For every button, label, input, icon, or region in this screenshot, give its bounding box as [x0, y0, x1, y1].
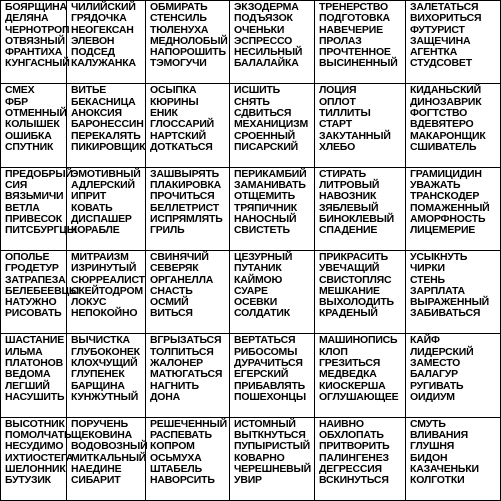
word: ТИЛЛИТЫ	[319, 106, 371, 119]
word: МАШИНОПИСЬ	[319, 334, 398, 347]
word: ЛОКУС	[71, 296, 107, 309]
word: УВИР	[234, 474, 262, 487]
word: ГРЕЗИТЬСЯ	[319, 356, 381, 369]
word-cell	[315, 167, 406, 250]
word: КАЙФ	[410, 334, 440, 347]
word: КАЗАЧЕНЬКИ	[410, 462, 479, 475]
word: ТРЕНЕРСТВО	[319, 1, 388, 13]
word: БАРЩИНА	[71, 379, 125, 392]
word: ИСШИТЬ	[234, 84, 280, 97]
word: ЧИРКИ	[410, 262, 445, 275]
word: КОЛГОТКИ	[410, 474, 465, 487]
word: ГЛУБОКОНЕК	[71, 345, 140, 358]
word: ИПРИТ	[71, 190, 107, 203]
word: НАСУШИТЬ	[5, 390, 65, 403]
word-cell	[67, 250, 146, 333]
word: ТЮЛЕНУХА	[150, 23, 209, 36]
word: ПОДСЕД	[71, 46, 115, 59]
word: РЕШЕЧЕННЫЙ	[150, 417, 227, 430]
word: УВЕЧАЩИЙ	[319, 262, 380, 275]
word-cell	[1, 334, 67, 417]
word: ПОДЪЯЗОК	[234, 12, 293, 25]
word: СВИСТОПЛЯС	[319, 273, 392, 286]
word-cell	[230, 250, 315, 333]
word: ГРАМИЦИДИН	[410, 167, 482, 180]
grid-row	[1, 417, 501, 500]
word: ЭМОТИВНЫЙ	[71, 167, 141, 180]
word: ПЕРЕКАЛЯТЬ	[71, 129, 141, 142]
word: ОТМЕННЫЙ	[5, 106, 67, 119]
word: КОЛЫШЕК	[5, 118, 60, 131]
word: СНЯТЬ	[234, 95, 270, 108]
word: НАТУЖНО	[5, 296, 57, 309]
word: ПУПЫРИСТЫЙ	[234, 440, 311, 453]
word: ВЕТЛА	[5, 201, 40, 214]
word: МАТЮГАТЬСЯ	[150, 368, 223, 381]
word-cell	[146, 334, 230, 417]
word: ВЫСИНЕННЫЙ	[319, 57, 398, 70]
word: ЕНИК	[150, 106, 178, 119]
word: ДОТКАТЬСЯ	[150, 140, 213, 153]
word: ВЫЧИСТКА	[71, 334, 130, 347]
word: КАЛУЖАНКА	[71, 57, 136, 70]
word: ЛИТРОВЫЙ	[319, 178, 380, 191]
word: ОБХЛОПАТЬ	[319, 428, 384, 441]
word: КОВАРНО	[234, 451, 285, 464]
word: ИСПРЯМЛЯТЬ	[150, 212, 223, 225]
word: ШТАБЕЛЬ	[150, 462, 202, 475]
word: НАИВНО	[319, 417, 364, 430]
word: ТРЯПИЧНИК	[234, 201, 297, 214]
word: ОРГАНЕЛЛА	[150, 273, 214, 286]
word: НЕОГЕКСАН	[71, 23, 134, 36]
word: НЕПОКОЙНО	[71, 307, 138, 320]
word: ЛЕГШИЙ	[5, 379, 50, 392]
word: ЛИДЕРСКИЙ	[410, 345, 474, 358]
word-cell	[146, 1, 230, 84]
word: КОПРОМ	[150, 440, 195, 453]
word: МАКАРОНЩИК	[410, 129, 486, 142]
word: ПУТАНИК	[234, 262, 282, 275]
word: СДВИТЬСЯ	[234, 106, 292, 119]
word-cell	[1, 250, 80, 333]
word: БЕЛЛЕТРИСТ	[150, 201, 219, 214]
word: ТРАНСКОДЕР	[410, 190, 480, 203]
word: ВИТЬЕ	[71, 84, 107, 97]
word: СВИСТЕТЬ	[234, 224, 290, 237]
word-cell	[230, 334, 315, 417]
word: ГРИЛЬ	[150, 224, 185, 237]
word: АНОКСИЯ	[71, 106, 122, 119]
word-cell	[230, 84, 315, 167]
word: ЗАТРАПЕЗА	[5, 273, 66, 286]
grid-row	[1, 167, 501, 250]
word-cell	[67, 417, 146, 500]
word: ПИТСБУРГЦЫ	[5, 224, 77, 237]
word: БЕЛЕБЕЕВЦЫ	[5, 284, 80, 297]
word: ОСЬМУХА	[150, 451, 202, 464]
word: ЗАЛЕТАТЬСЯ	[410, 1, 479, 13]
word: ПРИВЕСОК	[5, 212, 62, 225]
word-cell	[1, 1, 70, 84]
word: ПЕРИКАМБИЙ	[234, 167, 307, 180]
word: ЭЛЕВОН	[71, 34, 115, 47]
word: БАРОНЕССИН	[71, 118, 144, 131]
word: ЗАРПЛАТА	[410, 284, 465, 297]
word: ХЛЕБО	[319, 140, 356, 153]
word: ВИТЬСЯ	[150, 307, 193, 320]
word: ОСЫПКА	[150, 84, 197, 97]
word-cell	[315, 1, 406, 84]
word: МИТРАИЗМ	[71, 250, 129, 263]
word: НАЕДИНЕ	[71, 462, 122, 475]
word: СТАРТ	[319, 118, 352, 131]
word: РУГИВАТЬ	[410, 379, 464, 392]
word: ВСКИНУТЬСЯ	[319, 474, 389, 487]
word-cell	[230, 417, 315, 500]
word: ФБР	[5, 95, 28, 108]
word: СМЕХ	[5, 84, 35, 97]
word: ПИСАРСКИЙ	[234, 140, 299, 153]
word: РИСОВАТЬ	[5, 307, 62, 320]
word: СИЯ	[5, 178, 28, 191]
word: ЛИЦЕМЕРИЕ	[410, 224, 476, 237]
word: ЧЕРНОТРОП	[5, 23, 70, 36]
word-cell	[146, 84, 230, 167]
word: НЕСИЛЬНЫЙ	[234, 46, 303, 59]
word: СКЕЙТОДРОМ	[71, 284, 143, 297]
word: ДОНА	[150, 390, 181, 403]
word-cell	[146, 417, 230, 500]
word-cell	[406, 167, 501, 250]
word: БУТУЗИК	[5, 474, 51, 487]
word: УСЫКНУТЬ	[410, 250, 468, 263]
word: СУАРЕ	[234, 284, 268, 297]
word: РАСПЕВАТЬ	[150, 428, 212, 441]
word: СОЛДАТИК	[234, 307, 290, 320]
word: ОШИБКА	[5, 129, 52, 142]
word: УВАЖАТЬ	[410, 178, 461, 191]
word: ПРОЧИТЬСЯ	[150, 190, 215, 203]
word-cell	[230, 167, 315, 250]
word: ОТВЯЗНЫЙ	[5, 34, 65, 47]
word: ИСТОМНЫЙ	[234, 417, 296, 430]
word: НАВОЗНИК	[319, 190, 377, 203]
word: ГРЯДОЧКА	[71, 12, 127, 25]
word: ЗАШВЫРЯТЬ	[150, 167, 220, 180]
word: ГРОДЕТУР	[5, 262, 59, 275]
word: ЗАЩЕЧИНА	[410, 34, 471, 47]
grid-row	[1, 84, 501, 167]
word: ВДЕВЯТЕРО	[410, 118, 474, 131]
word: СПАДЕНИЕ	[319, 224, 378, 237]
word: БИНОКЛЕВЫЙ	[319, 212, 395, 225]
word: КИОСКЕРША	[319, 379, 386, 392]
word: ДЕГРЕССИЯ	[319, 462, 382, 475]
word: БАЛАГУР	[410, 368, 458, 381]
word: ИХТИОСТЕГА	[5, 451, 74, 464]
grid-row	[1, 1, 501, 84]
word: ДИНОЗАВРИК	[410, 95, 482, 108]
word: ОГЛУШАЮЩЕЕ	[319, 390, 399, 403]
word: ОИДИУМ	[410, 390, 455, 403]
word: ОСЕВКИ	[234, 296, 278, 309]
word: РИБОСОМЫ	[234, 345, 298, 358]
word: СТУДСОВЕТ	[410, 57, 472, 70]
word-cell	[67, 84, 146, 167]
word: ГЛУПЕНЕК	[71, 368, 125, 381]
word: ЗАМАНИВАТЬ	[234, 178, 306, 191]
word: ПРЕДОБРЫЙ	[5, 167, 73, 180]
word: КРАДЕНЫЙ	[319, 307, 378, 320]
word: СПУТНИК	[5, 140, 54, 153]
word: БИДОН	[410, 451, 448, 464]
word: КИДАНЬСКИЙ	[410, 84, 481, 97]
word-cell	[67, 334, 146, 417]
word-cell	[406, 250, 501, 333]
word: МИТКАЛЬНЫЙ	[71, 451, 147, 464]
word: ПОМАЖЕННЫЙ	[410, 201, 490, 214]
word: СМУТЬ	[410, 417, 446, 430]
word: ОБМИРАТЬ	[150, 1, 208, 13]
word: ВГРЫЗАТЬСЯ	[150, 334, 222, 347]
word: ТОЛПИТЬСЯ	[150, 345, 214, 358]
word-cell	[406, 1, 501, 84]
word: ЛОЦИЯ	[319, 84, 357, 97]
word: ШЕЛОННИК	[5, 462, 66, 475]
word: ПОМОЛЧАТЬ	[5, 428, 72, 441]
word: СЮРРЕАЛИСТ	[71, 273, 145, 286]
word: СШИВАТЕЛЬ	[410, 140, 477, 153]
word: ПРОЛАЗ	[319, 34, 362, 47]
word: ОТЩЕМИТЬ	[234, 190, 295, 203]
word: ВЫРАЖЕННЫЙ	[410, 296, 490, 309]
word: АДЛЕРСКИЙ	[71, 178, 135, 191]
grid-row	[1, 250, 501, 333]
word: ЩЕКОВИНА	[71, 428, 132, 441]
word: ОПЛОТ	[319, 95, 356, 108]
word: ЗАБИВАТЬСЯ	[410, 307, 481, 320]
word: ВЫСОТНИК	[5, 417, 65, 430]
word: ТЭМОГУЧИ	[150, 57, 207, 70]
word: НАРТСКИЙ	[150, 129, 206, 142]
word: НАВОРСИТЬ	[150, 474, 215, 487]
word: КЛОХЧУЩИЙ	[71, 356, 138, 369]
word-cell	[406, 84, 501, 167]
word: ЗАКУТАННЫЙ	[319, 129, 391, 142]
word-cell	[67, 167, 146, 250]
word-cell	[67, 1, 146, 84]
word: ПЛАКИРОВКА	[150, 178, 222, 191]
word: СТЕНСИЛЬ	[150, 12, 207, 25]
word: ИЛЬМА	[5, 345, 43, 358]
word: ПОШЕХОНЦЫ	[234, 390, 306, 403]
word: ПИКИРОВЩИК	[71, 140, 146, 153]
word: ЭСПРЕССО	[234, 34, 293, 47]
word: ФОГТСТВО	[410, 106, 468, 119]
word-cell	[146, 167, 230, 250]
word: ПЛАТОНОВ	[5, 356, 64, 369]
word: ЭКЗОДЕРМА	[234, 1, 299, 13]
word-cell	[406, 334, 501, 417]
word: ЖАЛОНЕР	[150, 356, 203, 369]
word: ЧИЛИЙСКИЙ	[71, 1, 136, 13]
word: ДУРАЧИТЬСЯ	[234, 356, 303, 369]
word: МЕДНОЛОБЫЙ	[150, 34, 228, 47]
word: ЧЕРЕШНЕВЫЙ	[234, 462, 311, 475]
word: КЮРИНЫ	[150, 95, 199, 108]
word-cell	[406, 417, 501, 500]
grid-row	[1, 334, 501, 417]
word: ДИСПАШЕР	[71, 212, 132, 225]
word: ВЯЗЬМИЧИ	[5, 190, 64, 203]
word: НАВЕЧЕРИЕ	[319, 23, 383, 36]
word: ПОДГОТОВКА	[319, 12, 390, 25]
word: АМОРФНОСТЬ	[410, 212, 486, 225]
word: ПРИКРАСИТЬ	[319, 250, 388, 263]
word: СВИНЯЧИЙ	[150, 250, 209, 263]
word: ВЛИВАНИЯ	[410, 428, 468, 441]
word: ЕГЕРСКИЙ	[234, 368, 289, 381]
word-cell	[1, 417, 74, 500]
word: ЦЕЗУРНЫЙ	[234, 250, 293, 263]
word: ВЫТКНУТЬСЯ	[234, 428, 306, 441]
word: СРОЕННЫЙ	[234, 129, 296, 142]
word-cell	[146, 250, 230, 333]
word: ВОДОВОЗНЫЙ	[71, 440, 148, 453]
word: ВЫХОЛОДИТЬ	[319, 296, 394, 309]
word: ОСМИЙ	[150, 296, 189, 309]
word: МЕДВЕДКА	[319, 368, 377, 381]
word-cell	[315, 334, 406, 417]
word: КЛОП	[319, 345, 348, 358]
word: КОВАТЬ	[71, 201, 113, 214]
word: ОПОЛЬЕ	[5, 250, 50, 263]
word: СТЕНЬ	[410, 273, 445, 286]
word: ВЕРТАТЬСЯ	[234, 334, 296, 347]
word: ФРАНТИХА	[5, 46, 63, 59]
word: ЗЯБЛЕВЫЙ	[319, 201, 379, 214]
word-cell	[315, 417, 406, 500]
word: ОЧЕНЬКИ	[234, 23, 285, 36]
word: ВЕДОМА	[5, 368, 51, 381]
word: БОЯРЩИНА	[5, 1, 67, 13]
word-cell	[230, 1, 315, 84]
word: ПРИБАВЛЯТЬ	[234, 379, 306, 392]
word: АГЕНТКА	[410, 46, 458, 59]
word: НАГНИТЬ	[150, 379, 199, 392]
word: ФУТУРИСТ	[410, 23, 465, 36]
word: СТИРАТЬ	[319, 167, 366, 180]
word: БЕКАСНИЦА	[71, 95, 136, 108]
word-cell	[315, 84, 406, 167]
word: МЕХАНИЦИЗМ	[234, 118, 309, 131]
word: ЗАМЕСТО	[410, 356, 461, 369]
word: КУНЖУТНЫЙ	[71, 390, 139, 403]
word: ШАСТАНИЕ	[5, 334, 65, 347]
word: СИБАРИТ	[71, 474, 121, 487]
word: КАЙМОЮ	[234, 273, 283, 286]
word: СЕВЕРЯК	[150, 262, 199, 275]
word: ИЗРИНУТЫЙ	[71, 262, 137, 275]
word: ПАЛИНГЕНЕЗ	[319, 451, 389, 464]
word: СНАСТЬ	[150, 284, 193, 297]
word-cell	[315, 250, 406, 333]
word: МЕШКАНИЕ	[319, 284, 380, 297]
word: КОРАБЛЕ	[71, 224, 120, 237]
word-cell	[1, 167, 77, 250]
word: КУНГАСНЫЙ	[5, 57, 70, 70]
word: ДЕЛЯНА	[5, 12, 49, 25]
word: ВИХОРИТЬСЯ	[410, 12, 482, 25]
word: НЕСУДИМО	[5, 440, 64, 453]
word: НАНОСНЫЙ	[234, 212, 297, 225]
word-cell	[1, 84, 67, 167]
word: ГЛУШНЯ	[410, 440, 455, 453]
word: ГЛОССАРИЙ	[150, 118, 215, 131]
word: НАПОРОШИТЬ	[150, 46, 226, 59]
word: ПРОЧТЕННОЕ	[319, 46, 391, 59]
word: БАЛАЛАЙКА	[234, 57, 299, 70]
word: ПРИТВОРИТЬ	[319, 440, 390, 453]
word: ПОРУЧЕНЬ	[71, 417, 129, 430]
